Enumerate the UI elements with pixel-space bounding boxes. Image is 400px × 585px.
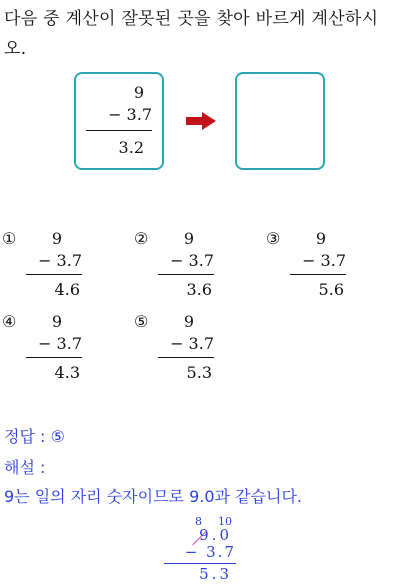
choice-4-line: [26, 357, 82, 358]
question-text: 다음 중 계산이 잘못된 곳을 찾아 바르게 계산하시오.: [4, 9, 379, 59]
choice-1-middle: − 3.7: [38, 251, 82, 270]
choice-2-top: 9: [183, 229, 194, 248]
solution-result: 5.3: [199, 565, 232, 583]
example-line: [86, 130, 152, 131]
solution-middle: − 3.7: [184, 543, 236, 561]
explanation-text: 9는 일의 자리 숫자이므로 9.0과 같습니다.: [4, 487, 302, 506]
choice-3-middle: − 3.7: [302, 251, 346, 270]
choice-4-label: ④: [2, 312, 17, 331]
choice-5-middle: − 3.7: [170, 334, 214, 353]
choice-5-result: 5.3: [186, 363, 212, 382]
choice-5-line: [158, 357, 214, 358]
choice-1-top: 9: [51, 229, 62, 248]
choice-1-calculation: [26, 228, 82, 301]
solution-top: 9.0: [199, 526, 232, 544]
choice-2-result: 3.6: [186, 280, 212, 299]
choice-3-calculation: [290, 228, 346, 301]
right-arrow-icon: [186, 112, 216, 130]
choice-5-calculation: [158, 311, 214, 384]
choice-4-middle: − 3.7: [38, 334, 82, 353]
solution-line: [164, 563, 236, 564]
solution-calculation: [164, 527, 236, 583]
example-middle: − 3.7: [108, 105, 152, 124]
choice-2-calculation: [158, 228, 214, 301]
choice-4-calculation: [26, 311, 82, 384]
choice-3-top: 9: [315, 229, 326, 248]
choice-2-line: [158, 274, 214, 275]
choice-2-middle: − 3.7: [170, 251, 214, 270]
choice-3-line: [290, 274, 346, 275]
example-top: 9: [133, 83, 144, 102]
example-result: 3.2: [118, 138, 144, 157]
choice-1-result: 4.6: [54, 280, 80, 299]
choice-1-label: ①: [2, 229, 17, 248]
choice-3-result: 5.6: [318, 280, 344, 299]
example-calculation: [86, 82, 152, 159]
choice-4-top: 9: [51, 312, 62, 331]
borrow-right: 10: [218, 515, 232, 528]
answer-box: [235, 72, 325, 170]
choice-4-result: 4.3: [54, 363, 80, 382]
choice-3-label: ③: [266, 229, 281, 248]
choice-5-top: 9: [183, 312, 194, 331]
choice-5-label: ⑤: [134, 312, 149, 331]
choice-1-line: [26, 274, 82, 275]
explanation-label: 해설 :: [4, 458, 46, 477]
choice-2-label: ②: [134, 229, 149, 248]
borrow-left: 8: [195, 515, 202, 528]
answer-label: 정답 : ⑤: [4, 427, 65, 446]
